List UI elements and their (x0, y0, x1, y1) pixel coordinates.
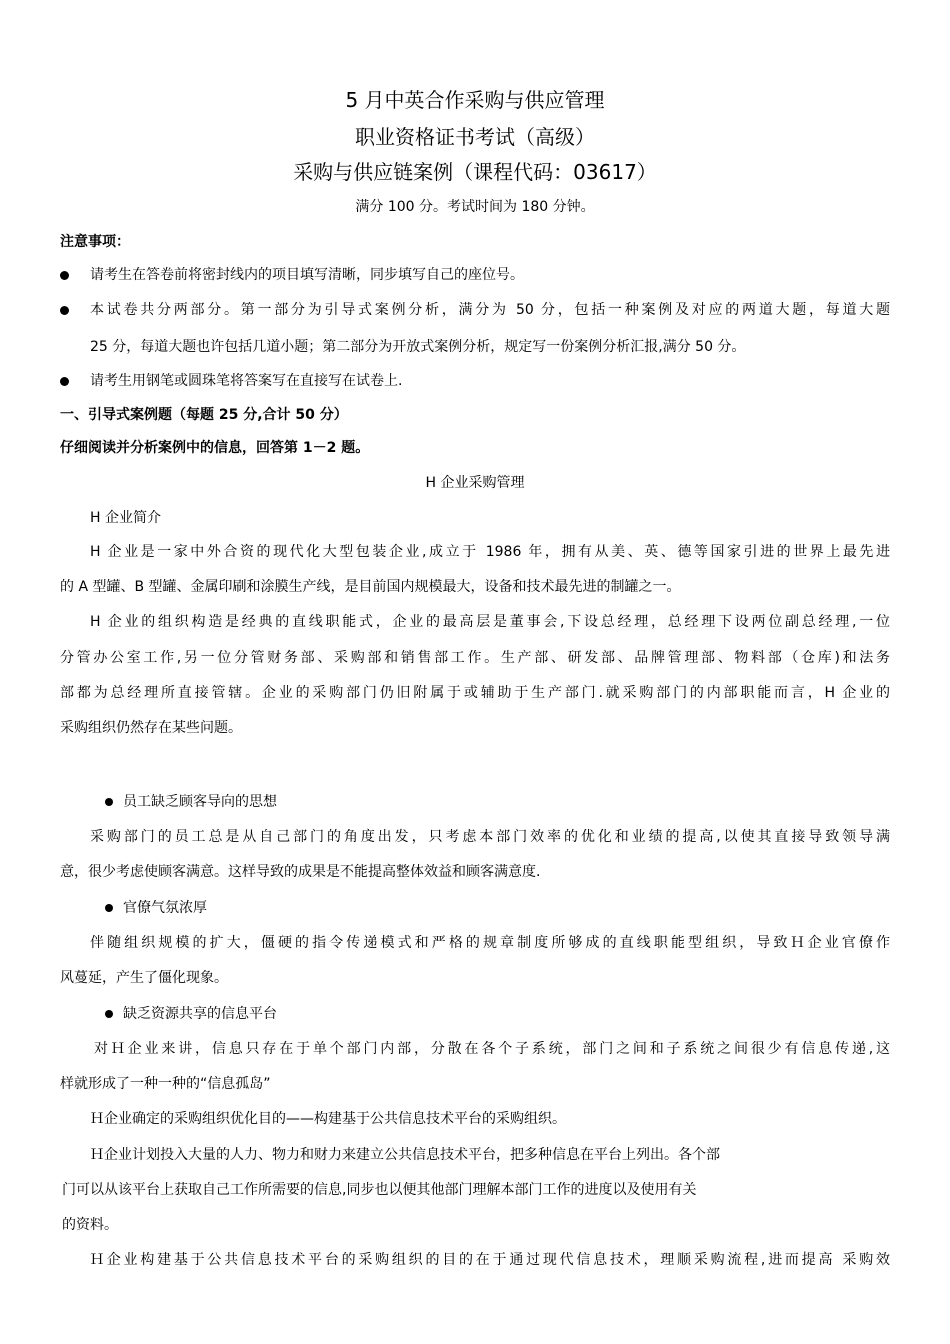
case-bullet2-line2: 风蔓延，产生了僵化现象。 (60, 970, 228, 986)
case-bullet1-heading: 员工缺乏顾客导向的思想 (123, 794, 277, 810)
case-p1-line1: H 企业是一家中外合资的现代化大型包装企业,成立于 1986 年，拥有从美、英、德等国家引进的世界上最先进 (90, 544, 890, 560)
case-intro-heading: H 企业简介 (90, 510, 161, 526)
case-p4-line1: Ｈ企业计划投入大量的人力、物力和财力来建立公共信息技术平台，把多种信息在平台上列出。各个部 (90, 1147, 720, 1163)
case-p5-line1: Ｈ企业构建基于公共信息技术平台的采购组织的目的在于通过现代信息技术，理顺采购流程,进而提高 采购效 (90, 1252, 890, 1268)
case-p2-line1: H 企业的组织构造是经典的直线职能式，企业的最高层是董事会,下设总经理，总经理下设两位副总经理,一位 (90, 614, 890, 630)
notes-heading: 注意事项： (60, 234, 130, 250)
notes-item-2-line1: 本试卷共分两部分。第一部分为引导式案例分析，满分为 50 分，包括一种案例及对应的两道大题，每道大题 (90, 302, 890, 318)
bullet-icon (60, 306, 69, 315)
case-p4-line3: 的资料。 (62, 1217, 118, 1233)
bullet-icon (60, 377, 69, 386)
case-bullet3-heading: 缺乏资源共享的信息平台 (123, 1006, 277, 1022)
case-p1-line2: 的 A 型罐、B 型罐、金属印刷和涂膜生产线，是目前国内规模最大，设备和技术最先进的制罐之一。 (60, 579, 681, 595)
bullet-icon (105, 1010, 113, 1018)
notes-item-2-line2: 25 分，每道大题也许包括几道小题；第二部分为开放式案例分析，规定写一份案例分析汇报,满分 50 分。 (90, 339, 746, 355)
case-p2-line4: 采购组织仍然存在某些问题。 (60, 720, 242, 736)
case-p2-line3: 部都为总经理所直接管辖。企业的采购部门仍旧附属于或辅助于生产部门.就采购部门的内部职能而言，H 企业的 (60, 685, 890, 701)
exam-title-line1: 5 月中英合作采购与供应管理 (345, 88, 605, 112)
exam-title-line3: 采购与供应链案例（课程代码：03617） (293, 160, 657, 184)
score-time-note: 满分 100 分。考试时间为 180 分钟。 (355, 199, 595, 215)
case-bullet3-line1: 对Ｈ企业来讲，信息只存在于单个部门内部，分散在各个子系统，部门之间和子系统之间很少有信息传递,这 (94, 1041, 890, 1057)
case-p3: Ｈ企业确定的采购组织优化目的——构建基于公共信息技术平台的采购组织。 (90, 1111, 566, 1127)
case-p2-line2: 分管办公室工作,另一位分管财务部、采购部和销售部工作。生产部、研发部、品牌管理部、物料部（仓库)和法务 (60, 650, 890, 666)
bullet-icon (105, 798, 113, 806)
case-bullet1-line2: 意，很少考虑使顾客满意。这样导致的成果是不能提高整体效益和顾客满意度. (60, 864, 541, 880)
case-title: H 企业采购管理 (425, 475, 525, 491)
case-bullet3-line2: 样就形成了一种一种的“信息孤岛” (60, 1076, 271, 1092)
section1-instruction: 仔细阅读并分析案例中的信息，回答第 1－2 题。 (60, 440, 370, 456)
case-bullet1-line1: 采购部门的员工总是从自己部门的角度出发，只考虑本部门效率的优化和业绩的提高,以使其直接导致领导满 (90, 829, 890, 845)
section1-heading: 一、引导式案例题（每题 25 分,合计 50 分） (60, 407, 348, 423)
case-bullet2-heading: 官僚气氛浓厚 (123, 900, 207, 916)
exam-title-line2: 职业资格证书考试（高级） (355, 125, 595, 149)
case-p4-line2: 门可以从该平台上获取自己工作所需要的信息,同步也以便其他部门理解本部门工作的进度以及使用有关 (62, 1182, 697, 1198)
notes-item-1: 请考生在答卷前将密封线内的项目填写清晰，同步填写自己的座位号。 (90, 267, 524, 283)
bullet-icon (105, 904, 113, 912)
bullet-icon (60, 271, 69, 280)
notes-item-3: 请考生用钢笔或圆珠笔将答案写在直接写在试卷上. (90, 373, 403, 389)
case-bullet2-line1: 伴随组织规模的扩大，僵硬的指令传递模式和严格的规章制度所够成的直线职能型组织，导致Ｈ企业官僚作 (90, 935, 890, 951)
